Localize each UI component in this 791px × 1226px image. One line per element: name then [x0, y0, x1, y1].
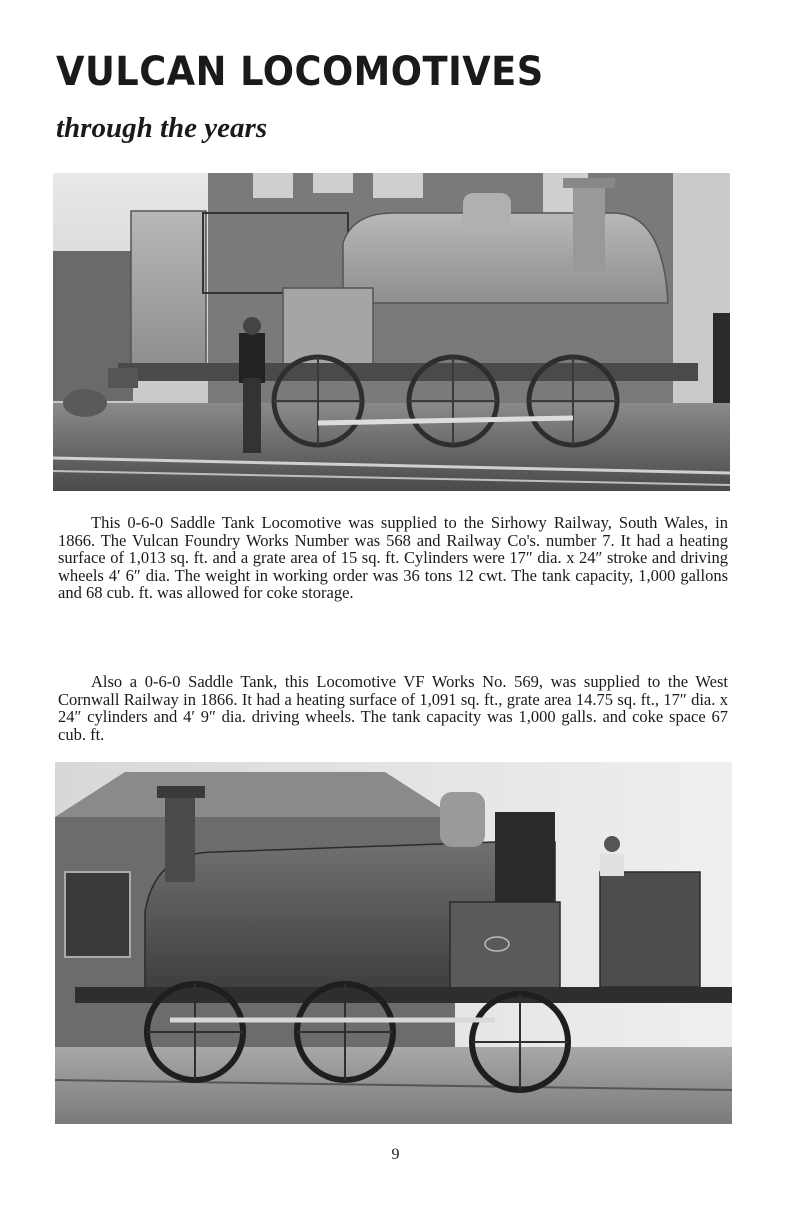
page-subtitle: through the years: [56, 112, 268, 144]
locomotive-illustration: [53, 173, 730, 491]
locomotive-illustration: [55, 762, 732, 1124]
caption-west-cornwall: Also a 0-6-0 Saddle Tank, this Locomotive VF Works No. 569, was supplied to the West Cornwall Railway in 1866. It had a heating surface of 1,091 sq. ft., grate area 14.75 sq. ft., 17″ dia. x 24″ cylinders and 4′ 9″ dia. driving wheels. The tank capacity was 1,000 galls. and coke space 67 cub. ft.: [58, 672, 728, 744]
page-number: 9: [391, 1146, 400, 1163]
caption-sirhowy: This 0-6-0 Saddle Tank Locomotive was supplied to the Sirhowy Railway, South Wales, in 1866. The Vulcan Foundry Works Number was 568 and Railway Co's. number 7. It had a heating surface of 1,013 sq. ft. and a grate area of 15 sq. ft. Cylinders were 17″ dia. x 24″ stroke and driving wheels 4′ 6″ dia. The weight in working order was 36 tons 12 cwt. The tank capacity, 1,000 gallons and 68 cub. ft. was allowed for coke storage.: [58, 513, 728, 602]
locomotive-photo-west-cornwall: [55, 762, 732, 1124]
page-title: VULCAN LOCOMOTIVES: [56, 49, 544, 95]
locomotive-photo-sirhowy: [53, 173, 730, 491]
